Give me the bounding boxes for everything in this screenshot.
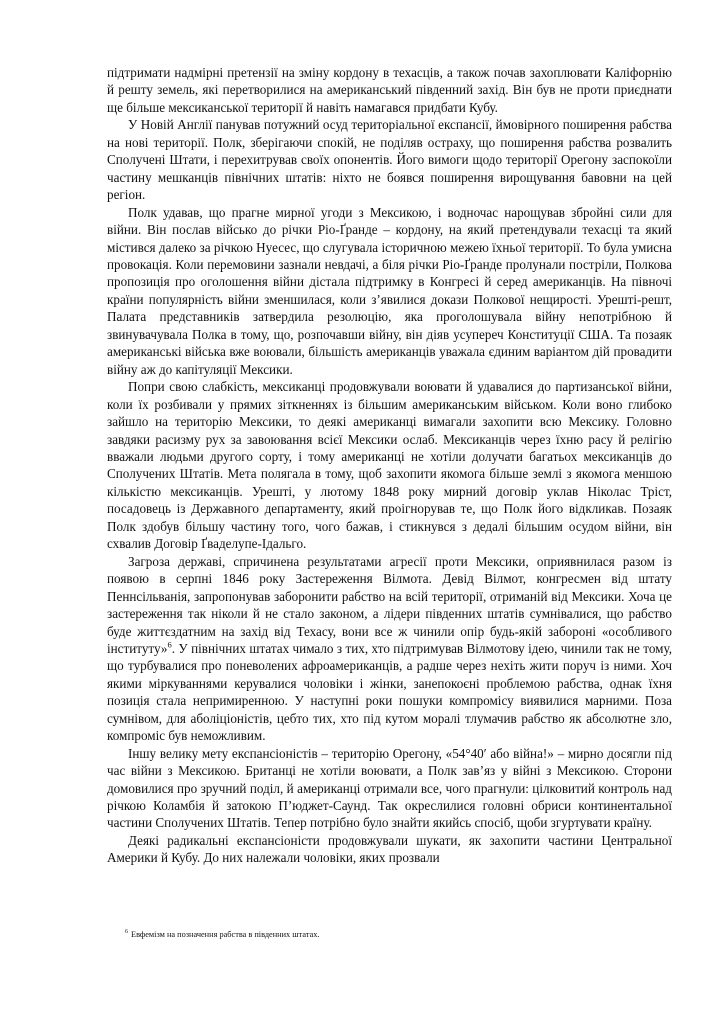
footnote bbox=[125, 929, 645, 940]
paragraph-1: У Новій Англії панував потужний осуд територіальної експансії, ймовірного поширення рабства на нові території. Полк, зберігаючи спокій, не поділяв остраху, що поширення рабства розвалить Сполучені Штати, і перехитрував своїх опонентів. Його вимоги щодо території Орегону заспокоїли частину мешканців північних штатів: ніхто не боявся поширення вирощування бавовни на цей регіон. bbox=[107, 117, 672, 203]
paragraph-2: Полк удавав, що прагне мирної угоди з Мексикою, і водночас нарощував збройні сили для війни. Він послав військо до річки Ріо-Ґранде – кордону, на який претендували техасці та який містився далеко за річкою Нуесес, що слугувала історичною межею їхньої території. То була умисна провокація. Коли перемовини зазнали невдачі, а біля річки Ріо-Ґранде пролунали постріли, Полкова пропозиція про оголошення війни дістала підтримку в Конгресі й серед американців. На півночі країни популярність війни зменшилася, коли з’явилися докази Полкової нещирості. Урешті-решт, Палата представників затвердила резолюцію, яка проголошувала війну непотрібною й звинувачувала Полка в тому, що, розпочавши війну, він діяв усупереч Конституції США. Та позаяк американські війська вже воювали, більшість американців уважала єдиним варіантом дій провадити війну аж до капітуляції Мексики. bbox=[107, 204, 672, 377]
paragraph-6: Деякі радикальні експансіоністи продовжували шукати, як захопити частини Центральної Америки й Кубу. До них належали чоловіки, яких прозвали bbox=[107, 832, 672, 866]
footnote-text: Евфемізм на позначення рабства в південних штатах. bbox=[131, 930, 320, 939]
paragraph-3: Попри свою слабкість, мексиканці продовжували воювати й удавалися до партизанської війни, коли їх розбивали у прямих зіткненнях із більшим американським військом. Коли воно глибоко зайшло на територію Мексики, то деякі американці вимагали захопити всю Мексику. Головно завдяки расизму рух за завоювання всієї Мексики ослаб. Мексиканців через їхню расу й релігію вважали людьми другого сорту, і тому американці не хотіли долучати багатьох мексиканців до Сполучених Штатів. Мета полягала в тому, щоб захопити якомога більше землі з якомога меншою кількістю мексиканців. Урешті, у лютому 1848 року мирний договір уклав Ніколас Тріст, посадовець із Державного департаменту, який проігнорував те, що Полк його відкликав. Позаяк Полк здобув більшу частину того, чого бажав, і стикнувся з дедалі більшим осудом війни, він схвалив Договір Ґваделупе-Ідальго. bbox=[107, 379, 672, 552]
footnote-number: 6 bbox=[125, 929, 128, 936]
paragraph-4-text-after-ref: . У північних штатах чимало з тих, хто підтримував Вілмотову ідею, чинили так не тому, що турбувалися про поневолених афроамериканців, а радше через нехіть жити поруч із ними. Хоч якими міркуваннями керувалися чоловіки і жінки, занепокоєні проблемою рабства, однак їхня позиція стала непримиренною. У наступні роки пошуки компромісу виявилися марними. Поза сумнівом, для аболіціоністів, цебто тих, хто під кутом моралі тлумачив рабство як абсолютне зло, компроміс був неможливим. bbox=[107, 640, 672, 744]
footnote-reference[interactable]: 6 bbox=[167, 639, 172, 650]
paragraph-5: Іншу велику мету експансіоністів – територію Орегону, «54°40′ або війна!» – мирно досягли під час війни з Мексикою. Британці не хотіли воювати, а Полк зав’яз у війні з Мексикою. Сторони домовилися про зручний поділ, й американці отримали все, чого прагнули: цілковитий контроль над річкою Коламбія й затокою П’юджет-Саунд. Так окреслилися головні обриси континентальної частини Сполучених Штатів. Тепер потрібно було знайти якийсь спосіб, щоби згуртувати країну. bbox=[107, 745, 672, 831]
paragraph-0: підтримати надмірні претензії на зміну кордону в техасців, а також почав захоплювати Каліфорнію й решту земель, які перетворилися на американський південний захід. Він був не проти приєднати ще більше мексиканської території й навіть намагався придбати Кубу. bbox=[107, 65, 672, 115]
paragraph-4 bbox=[107, 553, 672, 745]
paragraph-4-text-before-ref: Загроза державі, спричинена результатами агресії проти Мексики, оприявнилася разом із появою в серпні 1846 року Застереження Вілмота. Девід Вілмот, конгресмен від штату Пеннсільванія, запропонував заборонити рабство на всій території, отриманій від Мексики. Хоча це застереження так ніколи й не стало законом, а лідери південних штатів сумнівалися, що рабство буде життєздатним на захід від Техасу, вони все ж чинили опір будь-якій забороні «особливого інституту» bbox=[107, 553, 672, 656]
page-body bbox=[107, 64, 672, 867]
